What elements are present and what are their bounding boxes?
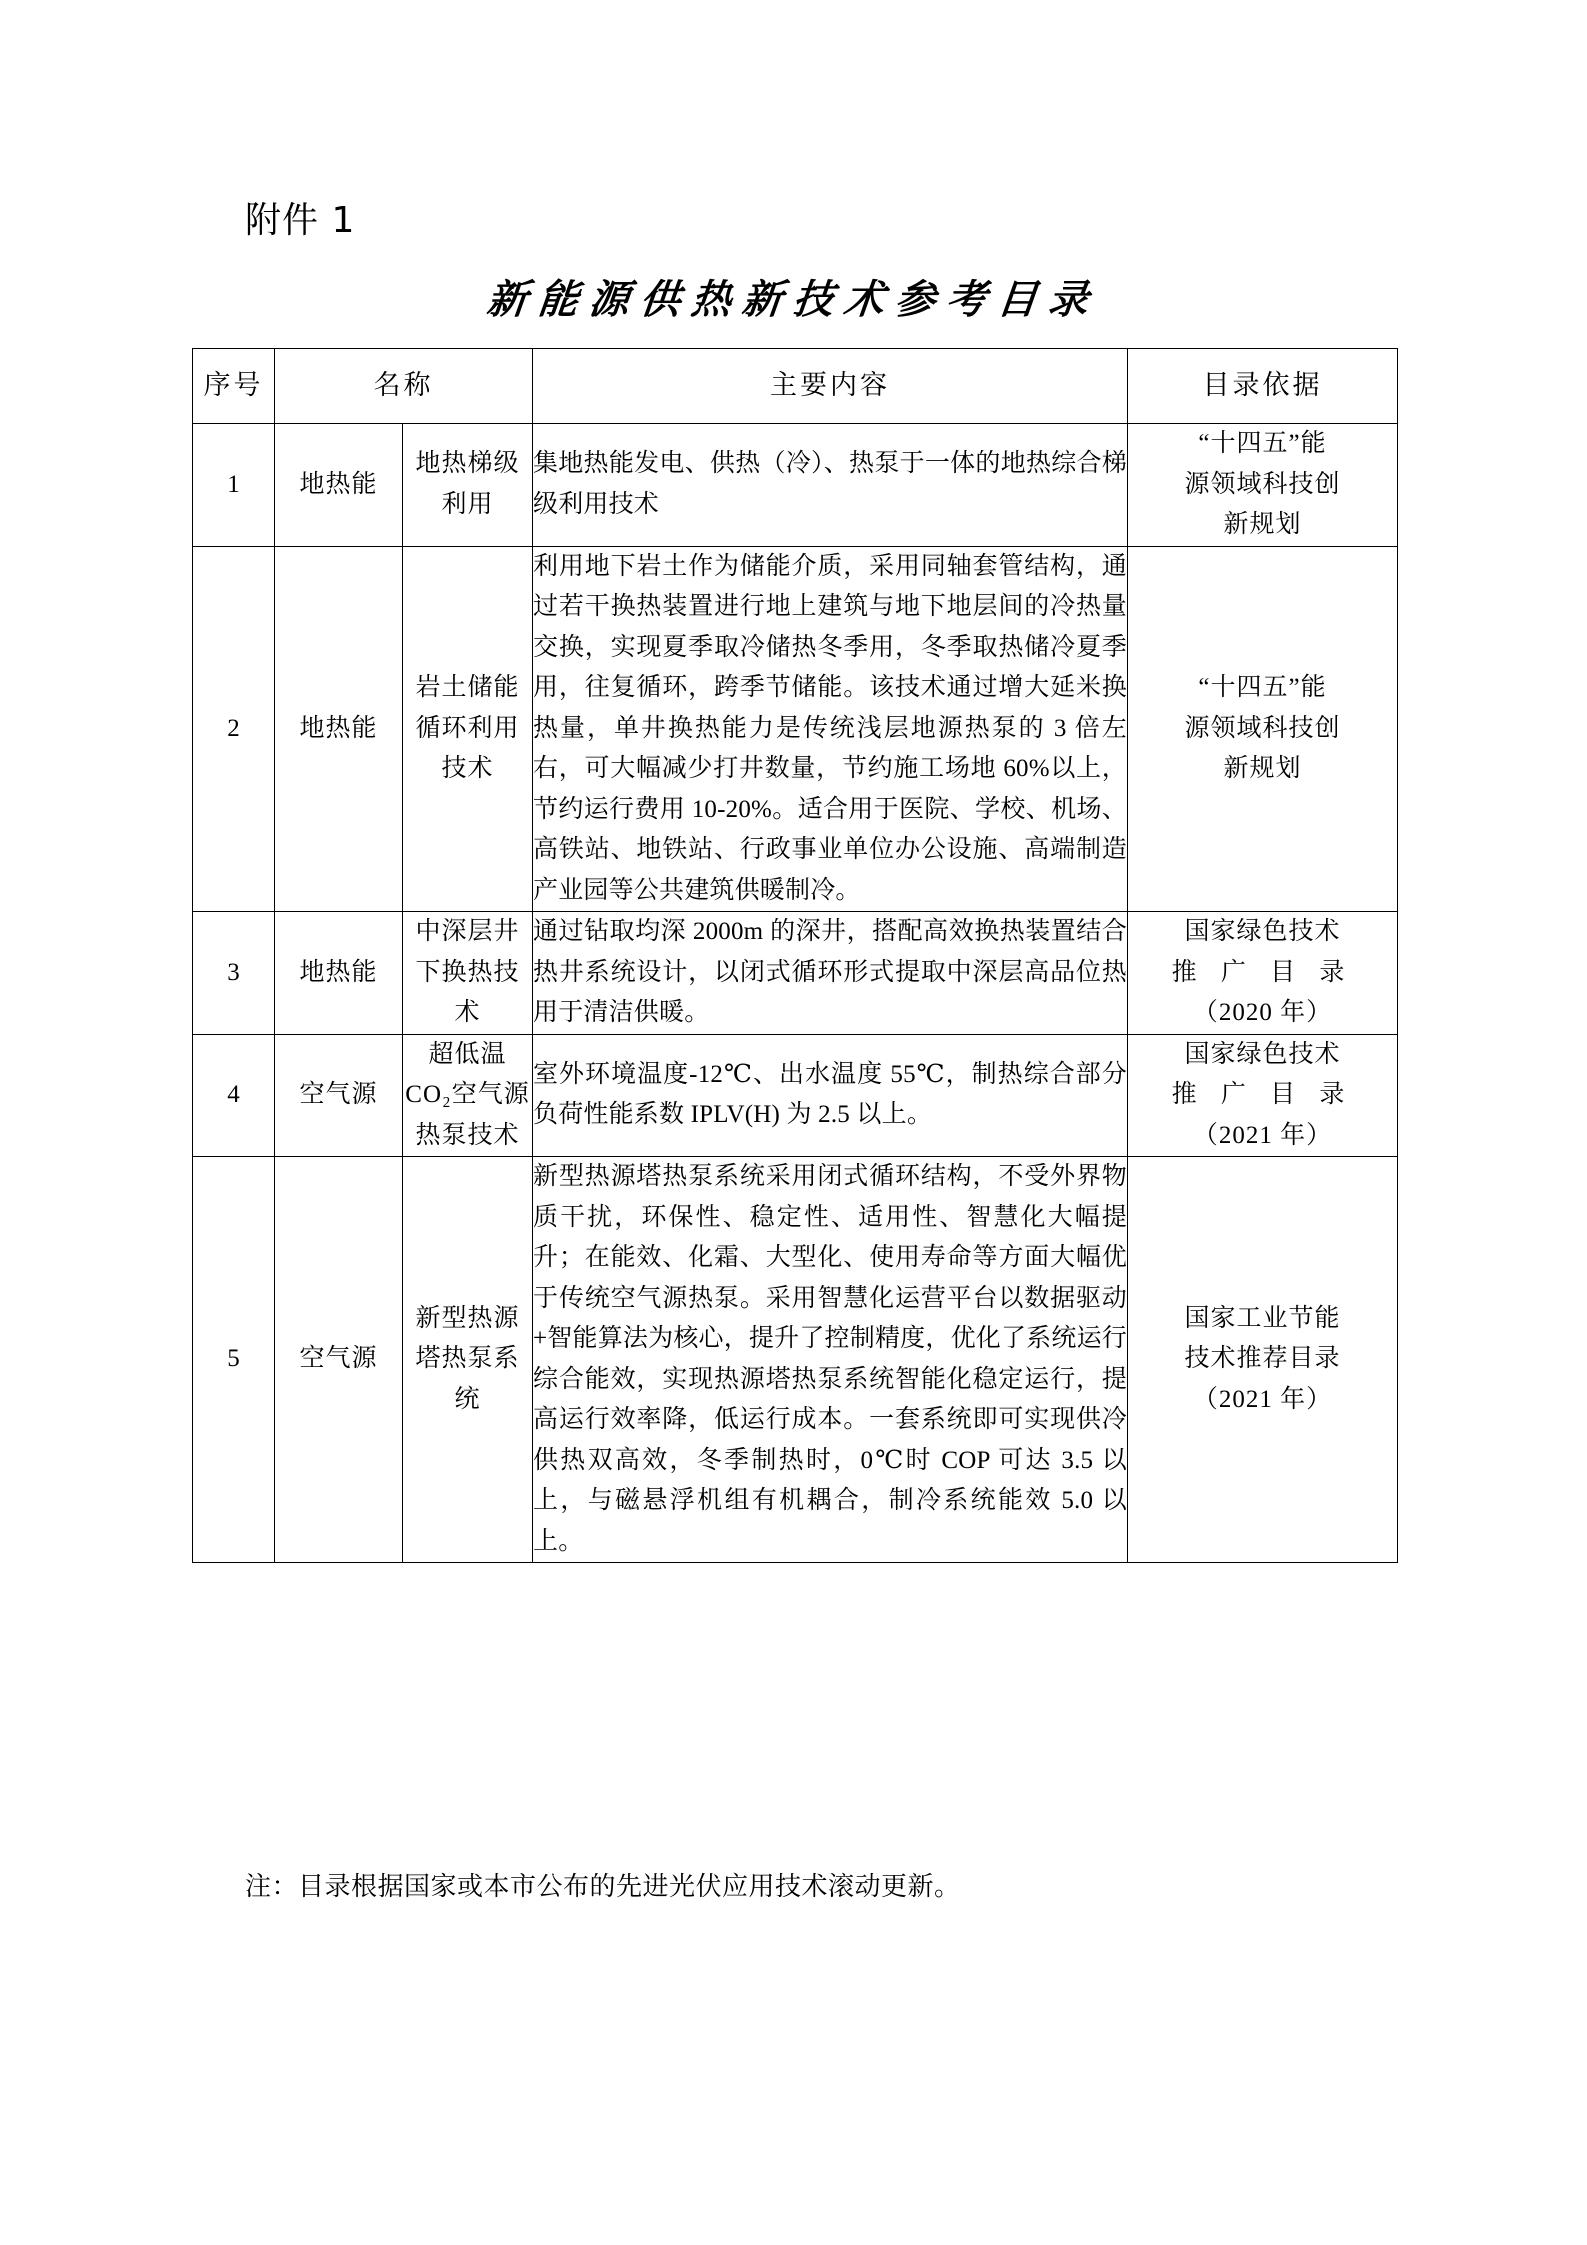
table-row xyxy=(193,424,1398,547)
cell-source xyxy=(1128,1034,1398,1157)
source-line: 技术推荐目录 xyxy=(1184,1345,1341,1373)
cell-content: 室外环境温度-12℃、出水温度 55℃，制热综合部分负荷性能系数 IPLV(H) 为 2.5 以上。 xyxy=(533,1034,1128,1157)
catalog-table-wrapper xyxy=(192,348,1397,1563)
cell-name: 地热梯级利用 xyxy=(403,424,533,547)
table-row xyxy=(193,1157,1398,1563)
source-line: 新规划 xyxy=(1223,511,1302,538)
source-line: 新规划 xyxy=(1223,755,1302,782)
footer-note: 注：目录根据国家或本市公布的先进光伏应用技术滚动更新。 xyxy=(245,1872,961,1902)
cell-name: 中深层井下换热技术 xyxy=(403,912,533,1035)
cell-no: 3 xyxy=(193,912,275,1035)
table-header-row xyxy=(193,349,1398,424)
cell-source xyxy=(1128,1157,1398,1563)
cell-source xyxy=(1128,912,1398,1035)
cell-name: 新型热源塔热泵系统 xyxy=(403,1157,533,1563)
cell-content: 集地热能发电、供热（冷）、热泵于一体的地热综合梯级利用技术 xyxy=(533,424,1128,547)
source-line: 推 广 目 录 xyxy=(1171,958,1354,986)
table-row xyxy=(193,546,1398,912)
source-line: “十四五”能 xyxy=(1198,674,1327,701)
catalog-table xyxy=(192,348,1398,1563)
cell-content: 新型热源塔热泵系统采用闭式循环结构，不受外界物质干扰，环保性、稳定性、适用性、智慧化大幅提升；在能效、化霜、大型化、使用寿命等方面大幅优于传统空气源热泵。采用智慧化运营平台以数据驱动+智能算法为核心，提升了控制精度，优化了系统运行综合能效，实现热源塔热泵系统智能化稳定运行，提高运行效率降，低运行成本。一套系统即可实现供冷供热双高效，冬季制热时，0℃时 COP 可达 3.5 以上，与磁悬浮机组有机耦合，制冷系统能效 5.0 以上。 xyxy=(533,1157,1128,1563)
table-body xyxy=(193,424,1398,1563)
cell-source xyxy=(1128,546,1398,912)
page-title: 新能源供热新技术参考目录 xyxy=(484,276,1102,323)
source-line: 国家绿色技术 xyxy=(1184,1040,1341,1068)
source-line: 推 广 目 录 xyxy=(1171,1081,1354,1108)
cell-no: 2 xyxy=(193,546,275,912)
cell-no: 5 xyxy=(193,1157,275,1563)
source-line: 源领域科技创 xyxy=(1184,714,1341,742)
source-line: （2020 年） xyxy=(1192,999,1333,1026)
cell-no: 4 xyxy=(193,1034,275,1157)
source-line: 国家工业节能 xyxy=(1184,1304,1341,1332)
source-line: （2021 年） xyxy=(1192,1385,1333,1413)
cell-category: 地热能 xyxy=(275,424,403,547)
source-line: “十四五”能 xyxy=(1198,430,1327,457)
cell-category: 地热能 xyxy=(275,546,403,912)
cell-category: 空气源 xyxy=(275,1034,403,1157)
table-row xyxy=(193,912,1398,1035)
header-name: 名称 xyxy=(275,349,533,424)
cell-content: 通过钻取均深 2000m 的深井，搭配高效换热装置结合热井系统设计，以闭式循环形式提取中深层高品位热用于清洁供暖。 xyxy=(533,912,1128,1035)
cell-category: 地热能 xyxy=(275,912,403,1035)
source-line: （2021 年） xyxy=(1192,1121,1333,1149)
cell-content: 利用地下岩土作为储能介质，采用同轴套管结构，通过若干换热装置进行地上建筑与地下地层间的冷热量交换，实现夏季取冷储热冬季用，冬季取热储冷夏季用，往复循环，跨季节储能。该技术通过增大延米换热量，单井换热能力是传统浅层地源热泵的 3 倍左右，可大幅减少打井数量，节约施工场地 60%以上，节约运行费用 10-20%。适合用于医院、学校、机场、高铁站、地铁站、行政事业单位办公设施、高端制造产业园等公共建筑供暖制冷。 xyxy=(533,546,1128,912)
cell-source xyxy=(1128,424,1398,547)
header-no: 序号 xyxy=(193,349,275,424)
cell-name: 超低温 CO₂空气源热泵技术 xyxy=(403,1034,533,1157)
source-line: 国家绿色技术 xyxy=(1184,918,1341,945)
header-content: 主要内容 xyxy=(533,349,1128,424)
source-line: 源领域科技创 xyxy=(1184,470,1341,498)
header-source: 目录依据 xyxy=(1128,349,1398,424)
attachment-label: 附件 1 xyxy=(245,200,356,241)
cell-no: 1 xyxy=(193,424,275,547)
cell-name: 岩土储能循环利用技术 xyxy=(403,546,533,912)
table-row xyxy=(193,1034,1398,1157)
cell-category: 空气源 xyxy=(275,1157,403,1563)
